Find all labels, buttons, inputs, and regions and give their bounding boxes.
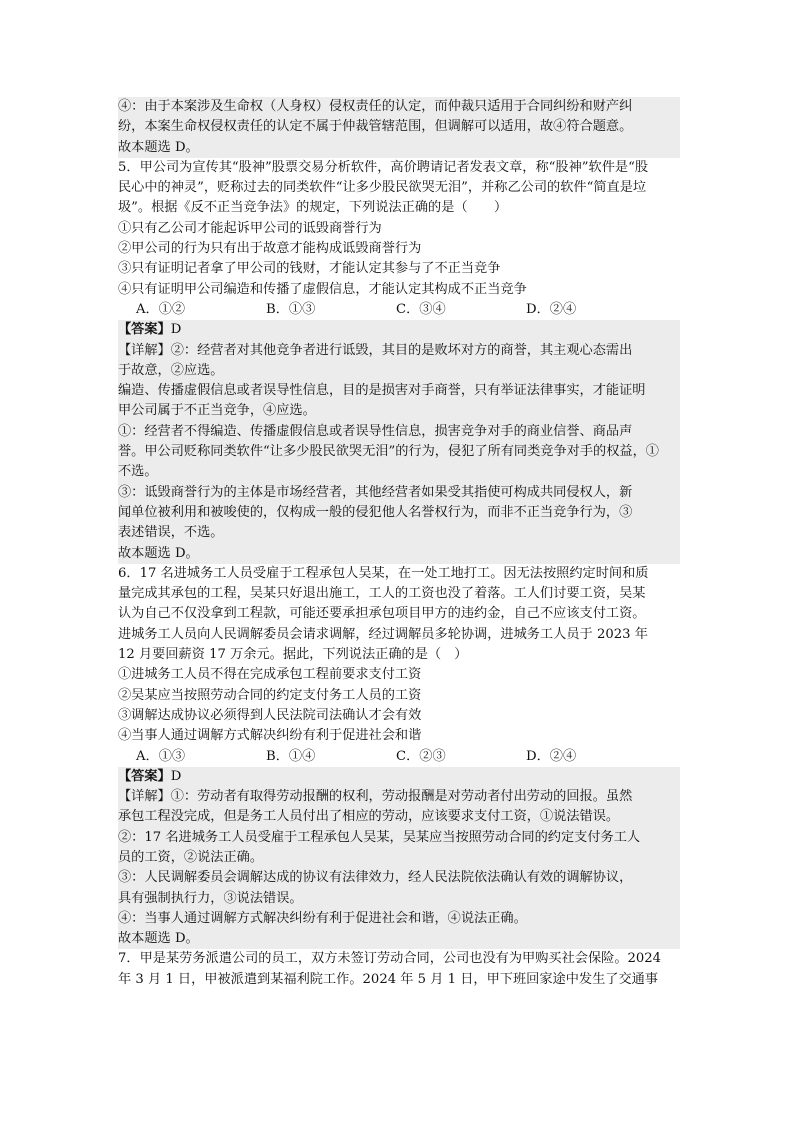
answer-value: D: [170, 322, 182, 338]
detail-line: ②：17 名进城务工人员受雇于工程承包人吴某，吴某应当按照劳动合同的约定支付务工人: [118, 828, 680, 848]
statement-item: ②吴某应当按照劳动合同的约定支付务工人员的工资: [118, 687, 422, 703]
option-c: C．③④: [396, 301, 446, 317]
option-a: A．①②: [136, 301, 186, 317]
answer-value: D: [170, 768, 182, 784]
answer-label: 【答案】: [118, 322, 171, 338]
option-b: B．①③: [266, 301, 316, 317]
detail-line: 誉。甲公司贬称同类软件“让多少股民欲哭无泪”的行为，侵犯了所有同类竞争对手的权益，①: [118, 442, 680, 462]
question-stem: 6．17 名进城务工人员受雇于工程承包人吴某，在一处工地打工。因无法按照约定时间和质: [118, 565, 649, 581]
detail-line: ④：当事人通过调解方式解决纠纷有利于促进社会和谐，④说法正确。: [118, 909, 680, 929]
analysis-line: 纷，本案生命权侵权责任的认定不属于仲裁管辖范围，但调解可以适用，故④符合题意。: [118, 117, 680, 137]
answer-line: [118, 320, 680, 340]
detail-line: 于故意，②应选。: [118, 361, 680, 381]
detail-line: 表述错误，不选。: [118, 523, 680, 543]
question-stem: 量完成其承包的工程，吴某只好退出施工，工人的工资也没了着落。工人们讨要工资，吴某: [118, 586, 646, 602]
statement-item: ③只有证明记者拿了甲公司的钱财，才能认定其参与了不正当竞争: [118, 261, 501, 277]
detail-line: 甲公司属于不正当竞争，④应选。: [118, 401, 680, 421]
answer-options: [118, 747, 680, 767]
answer-line: [118, 767, 680, 787]
detail-line: 【详解】①：劳动者有取得劳动报酬的权利，劳动报酬是对劳动者付出劳动的回报。虽然: [118, 787, 680, 807]
answer-options: [118, 300, 680, 320]
statement-item: ④只有证明甲公司编造和传播了虚假信息，才能认定其构成不正当竞争: [118, 281, 527, 297]
statement-item: ①只有乙公司才能起诉甲公司的诋毁商誉行为: [118, 220, 382, 236]
detail-line: 具有强制执行力，③说法错误。: [118, 889, 680, 909]
detail-line: 【详解】②：经营者对其他竞争者进行诋毁，其目的是败坏对方的商誉，其主观心态需出: [118, 341, 680, 361]
option-d: D．②④: [526, 748, 577, 764]
option-a: A．①③: [136, 748, 186, 764]
question-stem: 5．甲公司为宣传其“股神”股票交易分析软件，高价聘请记者发表文章，称“股神”软件是“股: [118, 159, 649, 175]
question-7: [118, 949, 680, 990]
detail-line: 编造、传播虚假信息或者误导性信息，目的是损害对手商誉，只有举证法律事实，才能证明: [118, 381, 680, 401]
analysis-line: ④：由于本案涉及生命权（人身权）侵权责任的认定，而仲裁只适用于合同纠纷和财产纠: [118, 97, 680, 117]
question-stem: 进城务工人员向人民调解委员会请求调解，经过调解员多轮协调，进城务工人员于 2023 年: [118, 626, 648, 642]
question-6: [118, 564, 680, 950]
question-5: [118, 158, 680, 564]
detail-line: ③：人民调解委员会调解达成的协议有法律效力，经人民法院依法确认有效的调解协议，: [118, 868, 680, 888]
question-stem: 7．甲是某劳务派遣公司的员工，双方未签订劳动合同，公司也没有为甲购买社会保险。2024: [118, 951, 662, 967]
statement-item: ④当事人通过调解方式解决纠纷有利于促进社会和谐: [118, 728, 422, 744]
detail-line: 闻单位被利用和被唆使的，仅构成一般的侵犯他人名誉权行为，而非不正当竞争行为，③: [118, 503, 680, 523]
detail-line: ①：经营者不得编造、传播虚假信息或者误导性信息，损害竞争对手的商业信誉、商品声: [118, 422, 680, 442]
document-page: [118, 97, 680, 990]
detail-line: 员的工资，②说法正确。: [118, 848, 680, 868]
detail-conclusion: 故本题选 D。: [118, 544, 680, 564]
question-stem: 认为自己不仅没拿到工程款，可能还要承担承包项目甲方的违约金，自己不应该支付工资。: [118, 606, 646, 622]
option-b: B．①④: [266, 748, 316, 764]
detail-line: 不选。: [118, 462, 680, 482]
detail-line: 承包工程没完成，但是务工人员付出了相应的劳动，应该要求支付工资，①说法错误。: [118, 807, 680, 827]
question-stem: 12 月要回薪资 17 万余元。据此，下列说法正确的是（ ）: [118, 647, 468, 663]
prev-analysis-block: [118, 97, 680, 158]
question-stem: 民心中的神灵”，贬称过去的同类软件“让多少股民欲哭无泪”，并称乙公司的软件“简直是垃: [118, 180, 647, 196]
analysis-conclusion: 故本题选 D。: [118, 138, 680, 158]
option-c: C．②③: [396, 748, 446, 764]
detail-conclusion: 故本题选 D。: [118, 929, 680, 949]
answer-label: 【答案】: [118, 768, 171, 784]
statement-item: ③调解达成协议必须得到人民法院司法确认才会有效: [118, 707, 422, 723]
question-stem: 圾”。根据《反不正当竞争法》的规定，下列说法正确的是（ ）: [118, 200, 508, 216]
statement-item: ②甲公司的行为只有出于故意才能构成诋毁商誉行为: [118, 241, 422, 257]
detail-line: ③：诋毁商誉行为的主体是市场经营者，其他经营者如果受其指使可构成共同侵权人，新: [118, 483, 680, 503]
statement-item: ①进城务工人员不得在完成承包工程前要求支付工资: [118, 667, 422, 683]
option-d: D．②④: [526, 301, 577, 317]
question-stem: 年 3 月 1 日，甲被派遣到某福利院工作。2024 年 5 月 1 日，甲下班回家途中发生了交通事: [118, 971, 659, 987]
